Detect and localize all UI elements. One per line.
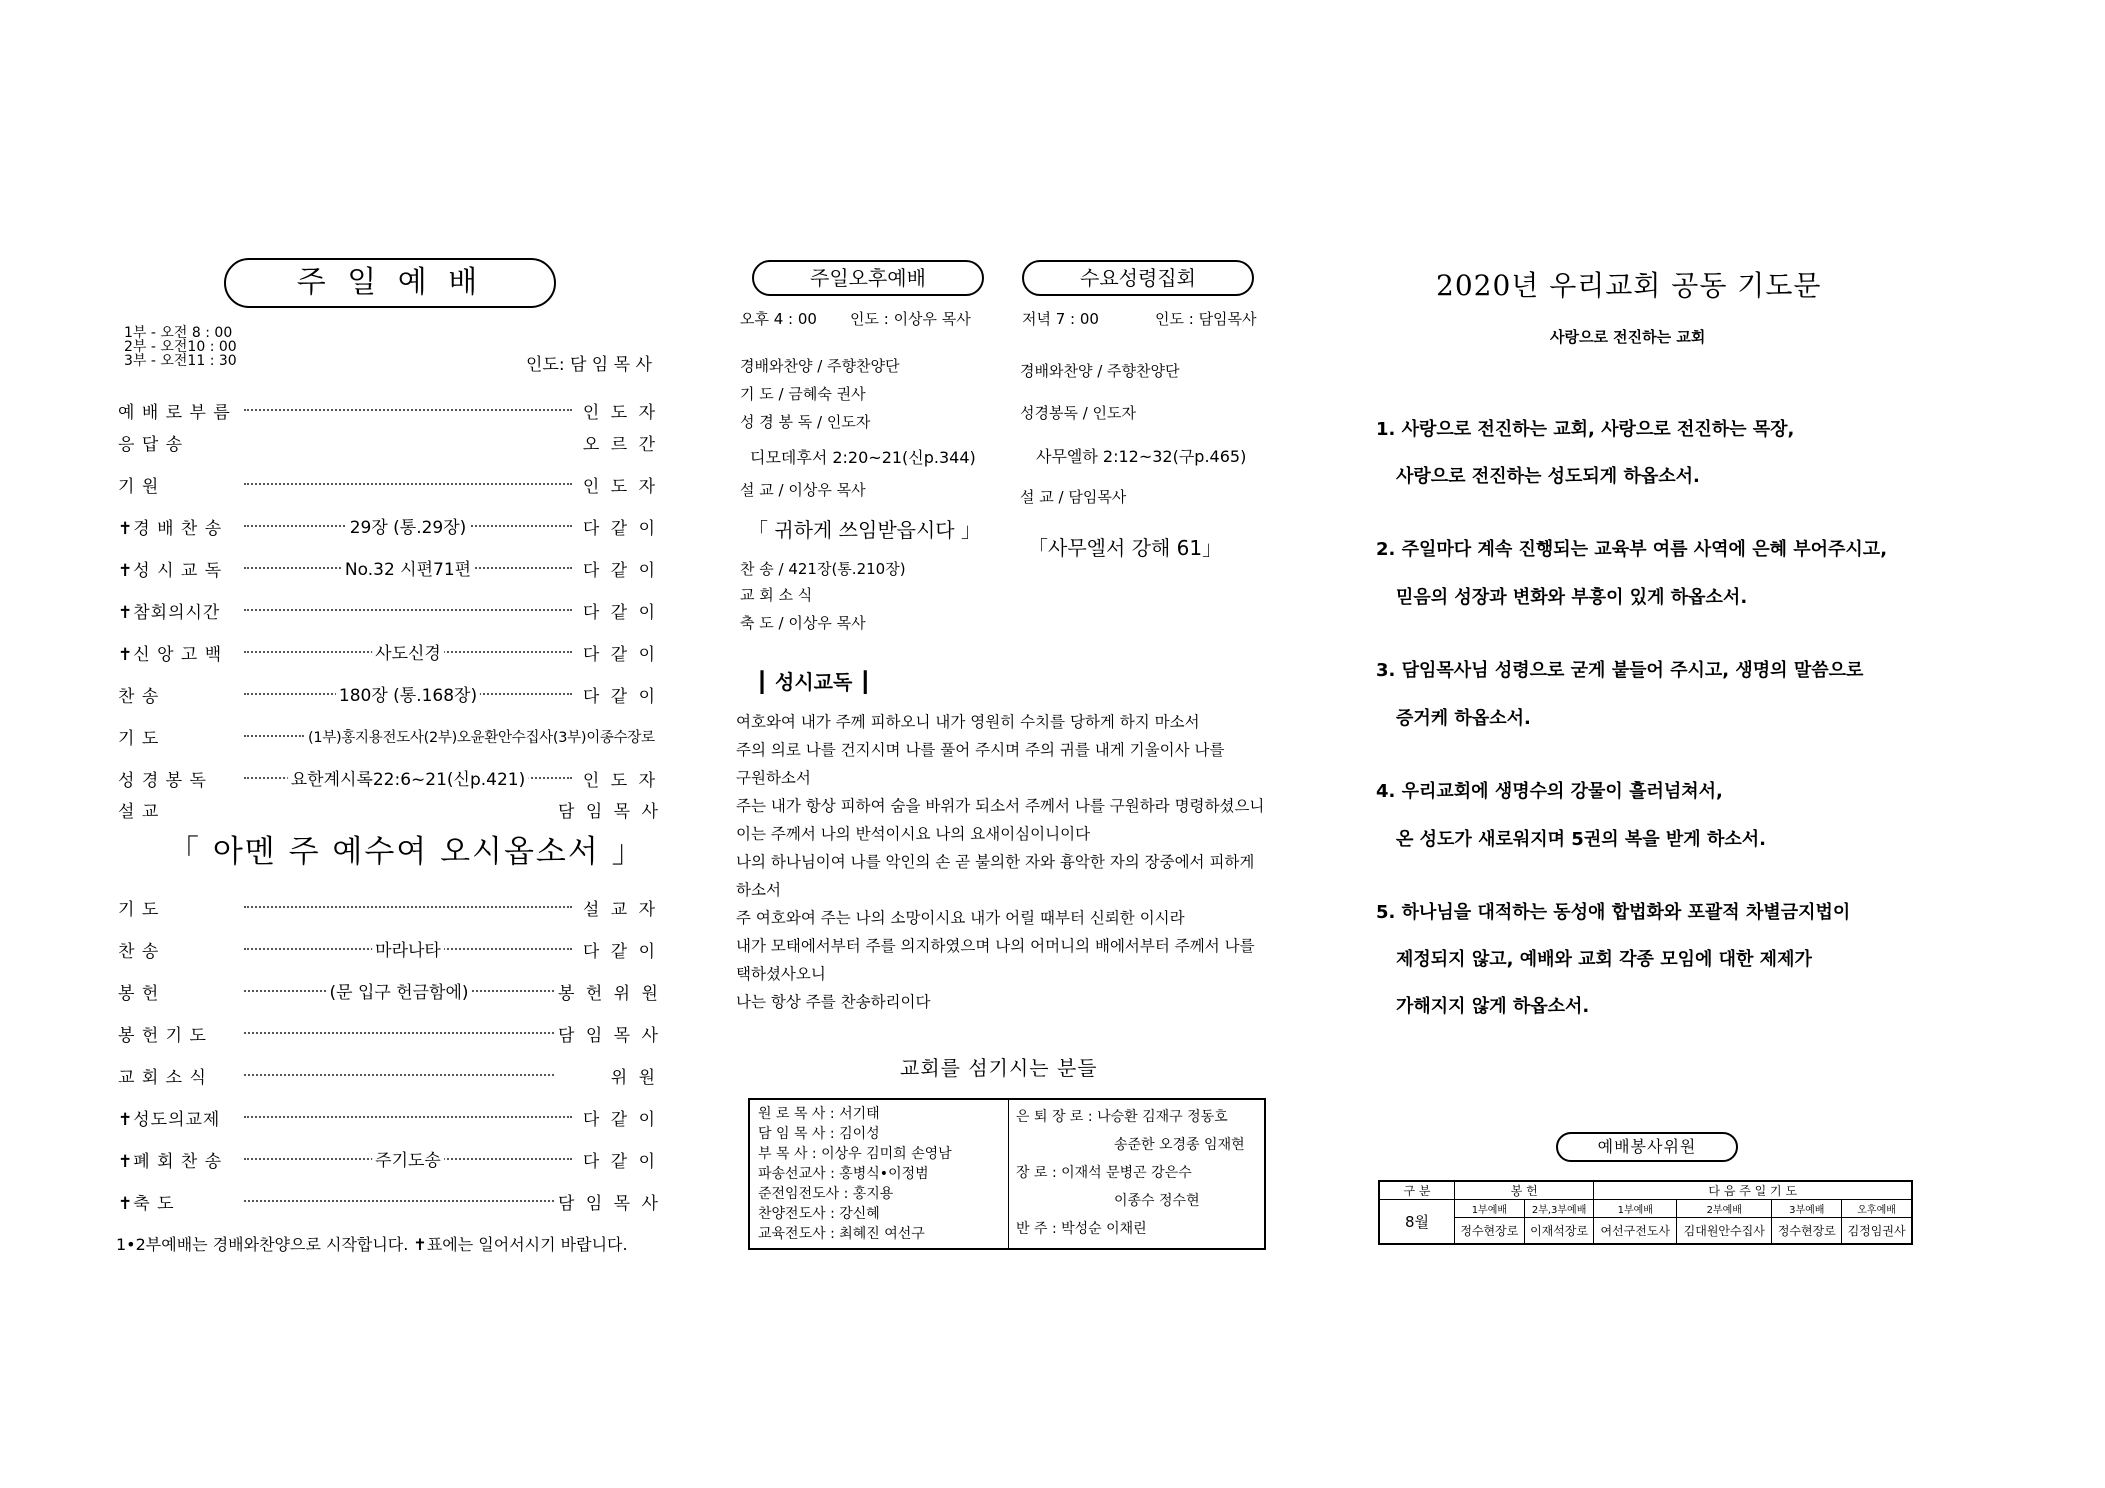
afternoon-item: 성 경 봉 독 / 인도자 (740, 413, 871, 431)
service-time-2: 2부 - 오전10 : 00 (124, 339, 237, 355)
order-row (118, 934, 658, 964)
order-detail: No.32 시편71편 (342, 555, 474, 580)
header-bonghun: 봉 헌 (1455, 1181, 1594, 1200)
order-row (118, 553, 658, 583)
name-cell: 김정임권사 (1842, 1218, 1912, 1244)
order-row (118, 892, 658, 922)
order-row (118, 1018, 661, 1048)
afternoon-item: 기 도 / 금혜숙 권사 (740, 385, 866, 403)
order-label: 설 교 (118, 801, 160, 822)
order-role: 설 교 자 (582, 899, 658, 920)
staff-entry: 찬양전도사 : 강신혜 (758, 1206, 880, 1222)
reading-line: 나의 하나님이여 나를 악인의 손 곧 불의한 자와 흉악한 자의 장중에서 피하게 (736, 853, 1255, 871)
footnote: 1•2부예배는 경배와찬양으로 시작합니다. ✝표에는 일어서시기 바랍니다. (116, 1235, 628, 1254)
order-role: 인 도 자 (582, 476, 658, 497)
leader-dots (244, 1032, 554, 1034)
reading-line: 내가 모태에서부터 주를 의지하였으며 나의 어머니의 배에서부터 주께서 나를 (736, 937, 1255, 955)
order-role: 담 임 목 사 (558, 801, 661, 822)
staff-entry: 교육전도사 : 최혜진 여선구 (758, 1226, 925, 1242)
leader-dots (244, 770, 572, 790)
order-label: 찬 송 (118, 941, 160, 962)
leader-dots (244, 483, 572, 485)
leader-dots (244, 686, 572, 706)
afternoon-item: 설 교 / 이상우 목사 (740, 481, 866, 499)
afternoon-leader: 인도 : 이상우 목사 (850, 310, 971, 328)
sub-header: 1부예배 (1455, 1200, 1525, 1218)
order-label: ✝신 앙 고 백 (118, 644, 223, 665)
order-label: ✝축 도 (118, 1193, 175, 1214)
order-detail: 180장 (통.168장) (336, 681, 480, 706)
reading-line: 주의 의로 나를 건지시며 나를 풀어 주시며 주의 귀를 내게 기울이사 나를 (736, 741, 1225, 759)
reading-line: 구원하소서 (736, 769, 811, 787)
order-label: ✝폐 회 찬 송 (118, 1151, 223, 1172)
wednesday-item: 설 교 / 담임목사 (1020, 488, 1127, 506)
order-role: 다 같 이 (582, 1151, 658, 1172)
order-role: 위 원 (610, 1067, 658, 1088)
prayer-subtitle: 사랑으로 전진하는 교회 (1550, 328, 1706, 346)
order-role: 다 같 이 (582, 941, 658, 962)
staff-right (1016, 1106, 1245, 1246)
staff-entry: 준전임전도사 : 홍지용 (758, 1186, 894, 1202)
staff-entry: 이종수 정수현 (1114, 1193, 1200, 1209)
reading-line: 주 여호와여 주는 나의 소망이시요 내가 어릴 때부터 신뢰한 이시라 (736, 909, 1185, 927)
afternoon-time: 오후 4 : 00 (740, 310, 817, 328)
afternoon-item: 경배와찬양 / 주향찬양단 (740, 357, 900, 375)
order-role: 다 같 이 (582, 560, 658, 581)
afternoon-sermon: 「 귀하게 쓰임받읍시다 」 (748, 518, 981, 542)
name-cell: 이재석장로 (1524, 1218, 1594, 1244)
order-row (118, 1060, 658, 1090)
order-row (118, 976, 661, 1006)
order-label: 교 회 소 식 (118, 1067, 207, 1088)
prayer-line: 1. 사랑으로 전진하는 교회, 사랑으로 전진하는 목장, (1376, 419, 1795, 440)
leader-dots (244, 560, 572, 580)
order-label: 기 도 (118, 728, 160, 749)
prayer-title: 2020년 우리교회 공동 기도문 (1436, 269, 1822, 302)
sub-header: 2부예배 (1677, 1200, 1772, 1218)
reading-line: 주는 내가 항상 피하여 숨을 바위가 되소서 주께서 나를 구원하라 명령하셨으니 (736, 797, 1265, 815)
prayer-line: 3. 담임목사님 성령으로 굳게 붙들어 주시고, 생명의 말씀으로 (1376, 660, 1864, 681)
wednesday-scripture: 사무엘하 2:12~32(구p.465) (1036, 447, 1247, 466)
order-row (118, 1186, 661, 1216)
main-service-title: 주 일 예 배 (224, 258, 556, 308)
order-label: 성 경 봉 독 (118, 770, 207, 791)
order-role: 다 같 이 (582, 602, 658, 623)
sermon-title: 「 아멘 주 예수여 오시옵소서 」 (168, 834, 645, 870)
leader-dots (244, 735, 304, 737)
order-label: 기 도 (118, 899, 160, 920)
order-label: 봉 헌 기 도 (118, 1025, 207, 1046)
service-times (124, 326, 237, 368)
order-label: ✝참회의시간 (118, 602, 221, 623)
month-cell: 8월 (1379, 1200, 1455, 1244)
name-cell: 김대원안수집사 (1677, 1218, 1772, 1244)
sub-header: 2부,3부예배 (1524, 1200, 1594, 1218)
order-row (118, 1102, 658, 1132)
order-label: ✝경 배 찬 송 (118, 518, 223, 539)
staff-entry: 담 임 목 사 : 김이성 (758, 1126, 880, 1142)
afternoon-service-title: 주일오후예배 (752, 260, 984, 296)
prayer-line: 제정되지 않고, 예배와 교회 각종 모임에 대한 제제가 (1396, 949, 1812, 970)
main-leader: 인도: 담 임 목 사 (526, 355, 652, 375)
order-row (118, 469, 658, 499)
afternoon-scripture: 디모데후서 2:20~21(신p.344) (750, 448, 976, 467)
order-label: ✝성도의교제 (118, 1109, 221, 1130)
order-role: 다 같 이 (582, 686, 658, 707)
prayer-line: 온 성도가 새로워지며 5권의 복을 받게 하소서. (1396, 829, 1766, 850)
leader-dots (244, 906, 572, 908)
responsive-reading (736, 708, 1264, 1016)
order-row (118, 511, 658, 541)
afternoon-item: 축 도 / 이상우 목사 (740, 614, 866, 632)
order-label: 예 배 로 부 름 (118, 402, 231, 423)
order-label: 기 원 (118, 476, 160, 497)
order-label: 응 답 송 (118, 434, 184, 455)
name-cell: 정수현장로 (1772, 1218, 1842, 1244)
order-detail: 요한계시록22:6~21(신p.421) (288, 765, 529, 790)
leader-dots (244, 1151, 572, 1171)
order-detail: 29장 (통.29장) (347, 513, 470, 538)
leader-dots (244, 644, 572, 664)
order-row (118, 1144, 658, 1174)
order-role: 다 같 이 (582, 644, 658, 665)
order-row (118, 595, 658, 625)
prayer-line: 4. 우리교회에 생명수의 강물이 흘러넘쳐서, (1376, 781, 1723, 802)
leader-dots (244, 518, 572, 538)
reading-line: 여호와여 내가 주께 피하오니 내가 영원히 수치를 당하게 하지 마소서 (736, 713, 1200, 731)
staff-box (748, 1098, 1266, 1250)
staff-title: 교회를 섬기시는 분들 (900, 1056, 1098, 1080)
order-role: 다 같 이 (582, 518, 658, 539)
wednesday-item: 성경봉독 / 인도자 (1020, 404, 1137, 422)
reading-line: 택하셨사오니 (736, 965, 826, 983)
service-time-1: 1부 - 오전 8 : 00 (124, 325, 233, 341)
prayer-leaders: (1부)홍지용전도사(2부)오윤환안수집사(3부)이종수장로 (308, 729, 655, 746)
order-label: 봉 헌 (118, 983, 160, 1004)
leader-dots (244, 1074, 554, 1076)
order-role: 인 도 자 (582, 770, 658, 791)
order-row (118, 721, 658, 751)
order-row (118, 679, 658, 709)
staff-entry: 은 퇴 장 로 : 나승환 김재구 정동호 (1016, 1109, 1228, 1125)
prayer-line: 믿음의 성장과 변화와 부흥이 있게 하옵소서. (1396, 587, 1748, 608)
order-label: 찬 송 (118, 686, 160, 707)
prayer-line: 2. 주일마다 계속 진행되는 교육부 여름 사역에 은혜 부어주시고, (1376, 539, 1888, 560)
sub-header: 1부예배 (1594, 1200, 1677, 1218)
wednesday-sermon: 「사무엘서 강해 61」 (1028, 536, 1223, 560)
wednesday-leader: 인도 : 담임목사 (1155, 310, 1257, 328)
leader-dots (244, 983, 554, 1003)
staff-divider (1008, 1100, 1009, 1248)
service-time-3: 3부 - 오전11 : 30 (124, 353, 237, 369)
order-detail: 사도신경 (372, 639, 444, 664)
header-gubun: 구 분 (1379, 1181, 1455, 1200)
leader-dots (244, 1116, 572, 1118)
prayer-line: 가해지지 않게 하옵소서. (1396, 996, 1590, 1017)
staff-entry: 파송선교사 : 홍병식•이정범 (758, 1166, 929, 1182)
order-detail: (문 입구 헌금함에) (326, 978, 471, 1003)
reading-line: 이는 주께서 나의 반석이시요 나의 요새이심이니이다 (736, 825, 1091, 843)
name-cell: 정수현장로 (1455, 1218, 1525, 1244)
order-label: ✝성 시 교 독 (118, 560, 223, 581)
responsive-reading-title: ┃ 성시교독 ┃ (756, 670, 872, 694)
sub-header: 3부예배 (1772, 1200, 1842, 1218)
order-role: 오 르 간 (582, 434, 658, 455)
name-cell: 여선구전도사 (1594, 1218, 1677, 1244)
staff-entry: 송준한 오경종 임재현 (1114, 1137, 1245, 1153)
leader-dots (244, 1200, 554, 1202)
leader-dots (244, 941, 572, 961)
order-role: 담 임 목 사 (558, 1025, 661, 1046)
reading-line: 나는 항상 주를 찬송하리이다 (736, 993, 931, 1011)
order-detail: 주기도송 (372, 1146, 444, 1171)
staff-left (758, 1104, 1008, 1244)
staff-entry: 장 로 : 이재석 문병곤 강은수 (1016, 1165, 1192, 1181)
afternoon-item: 찬 송 / 421장(통.210장) (740, 560, 906, 578)
reading-line: 하소서 (736, 881, 781, 899)
staff-entry: 반 주 : 박성순 이채린 (1016, 1221, 1147, 1237)
header-prayer: 다 음 주 일 기 도 (1594, 1181, 1912, 1200)
afternoon-item: 교 회 소 식 (740, 586, 813, 604)
staff-entry: 부 목 사 : 이상우 김미희 손영남 (758, 1146, 952, 1162)
order-detail: 마라나타 (372, 936, 444, 961)
leader-dots (244, 609, 572, 611)
schedule-table (1378, 1180, 1913, 1245)
order-row (118, 395, 658, 425)
prayer-line: 5. 하나님을 대적하는 동성애 합법화와 포괄적 차별금지법이 (1376, 902, 1851, 923)
schedule-title: 예배봉사위원 (1556, 1132, 1738, 1162)
wednesday-item: 경배와찬양 / 주향찬양단 (1020, 362, 1180, 380)
order-role: 다 같 이 (582, 1109, 658, 1130)
staff-entry: 원 로 목 사 : 서기태 (758, 1106, 880, 1122)
prayer-line: 사랑으로 전진하는 성도되게 하옵소서. (1396, 466, 1700, 487)
order-row (118, 763, 658, 793)
leader-dots (244, 409, 572, 411)
order-row (118, 637, 658, 667)
order-row (118, 794, 661, 824)
wednesday-time: 저녁 7 : 00 (1022, 310, 1099, 328)
order-role: 인 도 자 (582, 402, 658, 423)
wednesday-service-title: 수요성령집회 (1022, 260, 1254, 296)
order-role: 봉 헌 위 원 (558, 983, 661, 1004)
prayer-line: 증거케 하옵소서. (1396, 708, 1531, 729)
order-row (118, 427, 658, 457)
sub-header: 오후예배 (1842, 1200, 1912, 1218)
order-role: 담 임 목 사 (558, 1193, 661, 1214)
